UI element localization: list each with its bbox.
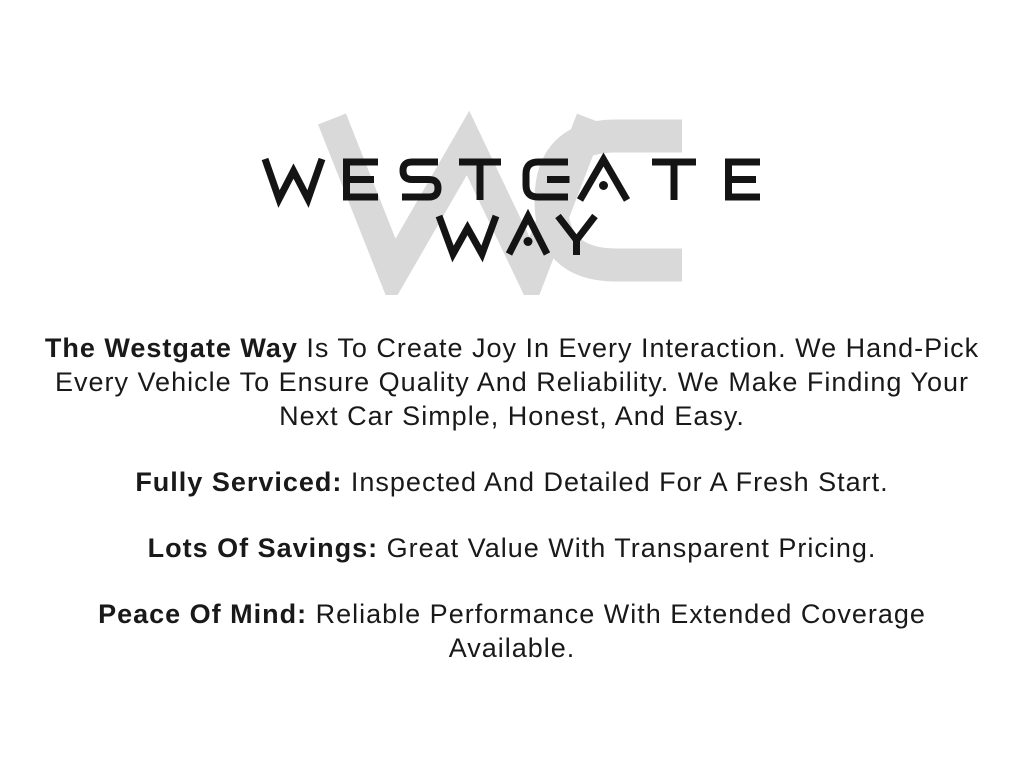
westgate-way-logo — [250, 105, 774, 295]
copy-paragraph — [37, 331, 987, 433]
copy-paragraph — [37, 531, 987, 565]
logo-graphic — [250, 105, 774, 295]
paragraph-lead-text: The Westgate Way — [44, 333, 298, 363]
paragraph-lead-text: Peace Of Mind: — [98, 599, 308, 629]
dealer-copy-block — [37, 331, 987, 697]
paragraph-body-text: Reliable Performance With Extended Coverage Available. — [307, 599, 926, 663]
paragraph-body-text: Inspected And Detailed For A Fresh Start. — [342, 467, 889, 497]
copy-paragraph — [37, 465, 987, 499]
copy-paragraph — [37, 597, 987, 665]
paragraph-lead-text: Fully Serviced: — [135, 467, 343, 497]
paragraph-body-text: Is To Create Joy In Every Interaction. We Hand-Pick Every Vehicle To Ensure Quality And Reliability. We Make Finding Your Next Car Simple, Honest, And Easy. — [55, 333, 980, 431]
paragraph-body-text: Great Value With Transparent Pricing. — [378, 533, 877, 563]
paragraph-lead-text: Lots Of Savings: — [147, 533, 379, 563]
